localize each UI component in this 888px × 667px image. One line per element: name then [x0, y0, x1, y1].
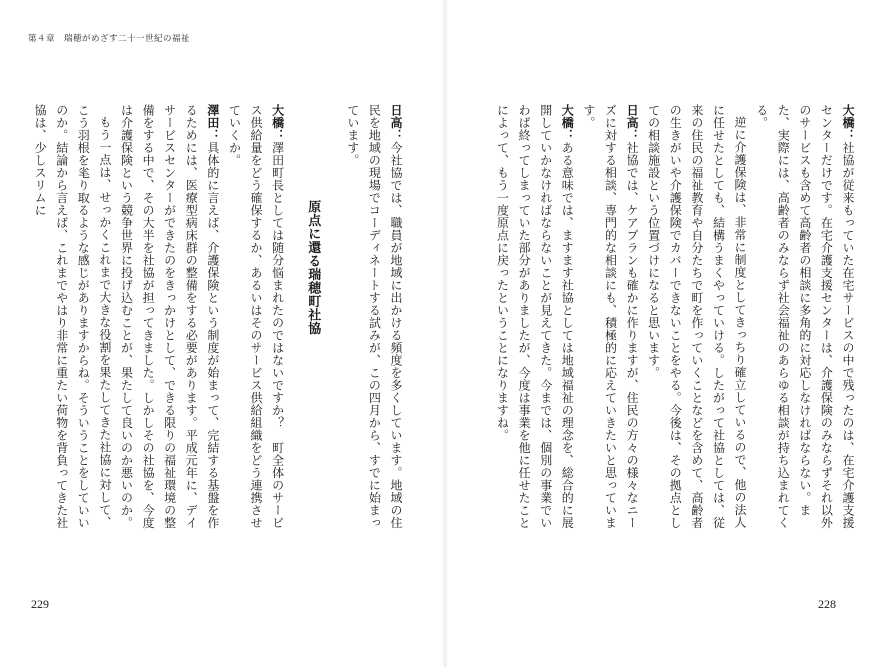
- section-spacer-after: [288, 104, 302, 532]
- paragraph: [491, 104, 577, 532]
- section-heading: 原点に還る瑞穂町社協: [305, 200, 321, 335]
- paragraph-text: 社協では、ケアプランも確かに作りますが、住民の方々の様々なニーズに対する相談、専門的な相談にも、積極的に応えていきたいと思っています。: [581, 104, 640, 529]
- paragraph-text: 社協が従来もっていた在宅サービスの中で残ったのは、在宅介護支援センターだけです。在宅介護支援センターは、介護保険のみならずそれ以外のサービスも含めて高齢者の相談に多角的に対応しなければならない。また、実際には、高齢者のみならず社会福祉のあらゆる相談が持ち込まれてくる。: [754, 104, 855, 529]
- paragraph: [115, 104, 223, 532]
- right-page-text: [495, 104, 858, 532]
- speaker-label: 大橋：: [841, 104, 855, 142]
- paragraph: [223, 104, 288, 532]
- paragraph-text: 逆に介護保険は、非常に制度としてきっちり確立しているので、他の法人に任せたとしても、結構うまくやっていける。したがって社協としては、従来の住民の福祉教育や自分たちで町を作っていくことなどを含めて、高齢者の生きがいや介護保険でカバーできないことをやる。今後は、その拠点としての相談施設という位置づけになると思います。: [646, 104, 748, 529]
- speaker-label: 大橋：: [270, 104, 285, 142]
- left-page-text: [16, 104, 406, 532]
- speaker-label: 日高：: [625, 104, 640, 142]
- paragraph-text: 今社協では、職員が地域に出かける頻度を多くしています。地域の住民を地域の現場でコーディネートする試みが、この四月から、すでに始まっています。: [345, 104, 403, 529]
- paragraph-text: 澤田町長としては随分悩まれたのではないですか？ 町全体のサービス供給量をどう確保するか、あるいはそのサービス供給組織をどう連携させていくか。: [227, 104, 285, 529]
- paragraph-text: 具体的に言えば、介護保険という制度が始まって、完結する基盤を作るためには、医療型病床群の整備をする必要があります。平成元年に、デイサービスセンターができたのをきっかけとして、できる限りの福祉環境の整備をする中で、その大半を社協が担ってきました。しかしその社協を、今度は介護保険という競争世界に投げ込むことが、果たして良いのか悪いのか。: [119, 104, 220, 529]
- running-header: 第４章 瑞穂がめざす二十一世紀の福祉: [28, 34, 191, 44]
- paragraph: [341, 104, 406, 532]
- speaker-label: 日高：: [389, 104, 403, 142]
- paragraph: [750, 104, 858, 532]
- paragraph-text: ある意味では、ますます社協としては地域福祉の理念を、総合的に展開していかなければならないことが見えてきた。今までは、個別の事業でいわば終ってしまっていた部分がありましたが、今度は事業を他に任せたことによって、もう一度原点に戻ったということになりますね。: [495, 104, 575, 529]
- paragraph: [577, 104, 642, 532]
- paragraph: [29, 104, 115, 532]
- speaker-label: 澤田：: [205, 104, 220, 142]
- paragraph-text: もう一点は、せっかくこれまで大きな役割を果たしてきた社協に対して、こう羽根を毟り取るような感じがありますからね。そういうことをしていいのか。結論から言えば、これまでやはり非常に重たい荷物を背負ってきた社協は、少しスリムに: [33, 104, 112, 529]
- page-number-left: 229: [31, 597, 49, 611]
- section-spacer-before: [323, 104, 341, 532]
- book-gutter: [442, 0, 448, 667]
- paragraph: [642, 104, 750, 532]
- page-number-right: 228: [818, 597, 836, 611]
- speaker-label: 大橋：: [560, 104, 575, 142]
